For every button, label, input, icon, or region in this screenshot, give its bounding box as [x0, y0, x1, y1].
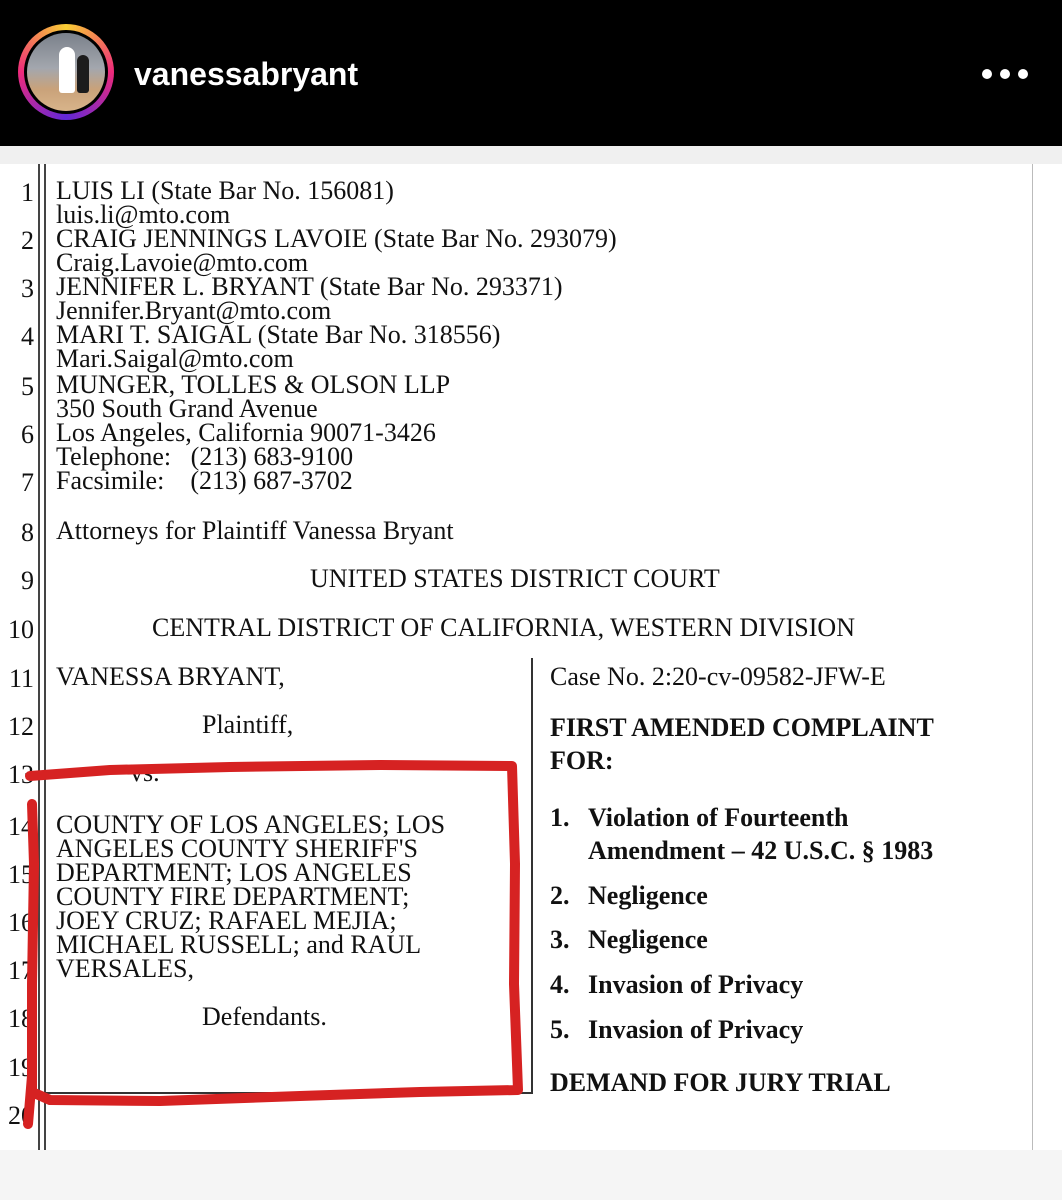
- line-number: 16: [8, 908, 34, 937]
- more-dot: [982, 69, 992, 79]
- attorney-line: Facsimile: (213) 687-3702: [56, 466, 353, 495]
- line-number: 11: [8, 664, 34, 693]
- defendant-line: JOEY CRUZ; RAFAEL MEJIA;: [56, 906, 397, 935]
- claim-number: 5.: [550, 1015, 570, 1044]
- line-number: 13: [8, 760, 34, 789]
- plaintiff-name: VANESSA BRYANT,: [56, 662, 285, 691]
- defendant-line: VERSALES,: [56, 954, 194, 983]
- plaintiff-label: Plaintiff,: [202, 710, 294, 739]
- attorney-line: MUNGER, TOLLES & OLSON LLP: [56, 370, 451, 399]
- line-number: 18: [8, 1004, 34, 1033]
- defendant-line: MICHAEL RUSSELL; and RAUL: [56, 930, 422, 959]
- image-top-margin: [0, 146, 1062, 164]
- attorney-line: 350 South Grand Avenue: [56, 394, 318, 423]
- line-number: 19: [8, 1053, 34, 1082]
- username-link[interactable]: vanessabryant: [134, 56, 359, 92]
- avatar-figure: [59, 47, 75, 93]
- caption-divider: [531, 658, 533, 1094]
- avatar-figure-2: [77, 55, 89, 93]
- line-number: 10: [8, 615, 34, 644]
- image-bottom-margin: [0, 1150, 1062, 1200]
- attorney-line: LUIS LI (State Bar No. 156081): [56, 176, 394, 205]
- margin-line: [38, 164, 40, 1150]
- avatar-photo: [27, 33, 105, 111]
- more-horizontal-icon[interactable]: [982, 66, 1028, 82]
- claim-number: 3.: [550, 925, 570, 954]
- defendant-line: COUNTY OF LOS ANGELES; LOS: [56, 810, 446, 839]
- margin-line: [44, 164, 46, 1150]
- avatar[interactable]: [18, 24, 114, 120]
- avatar-frame: [24, 30, 108, 114]
- attorney-line: CRAIG JENNINGS LAVOIE (State Bar No. 293079): [56, 224, 617, 253]
- line-number: 15: [8, 860, 34, 889]
- line-number: 6: [21, 420, 34, 449]
- claim-title: Negligence: [588, 925, 708, 954]
- attorney-line: Mari.Saigal@mto.com: [56, 344, 294, 373]
- defendant-line: ANGELES COUNTY SHERIFF'S: [56, 834, 418, 863]
- defendants-label: Defendants.: [202, 1002, 327, 1031]
- complaint-title-for: FOR:: [550, 746, 614, 775]
- line-number: 1: [21, 178, 34, 207]
- legal-document-image: [0, 164, 1062, 1150]
- line-number: 7: [21, 468, 34, 497]
- attorneys-for: Attorneys for Plaintiff Vanessa Bryant: [56, 516, 454, 545]
- case-number: Case No. 2:20-cv-09582-JFW-E: [550, 662, 886, 691]
- versus: vs.: [130, 758, 160, 787]
- claim-number: 2.: [550, 881, 570, 910]
- line-number: 3: [21, 274, 34, 303]
- defendant-line: DEPARTMENT; LOS ANGELES: [56, 858, 412, 887]
- attorney-line: Jennifer.Bryant@mto.com: [56, 296, 332, 325]
- more-dot: [1000, 69, 1010, 79]
- jury-demand: DEMAND FOR JURY TRIAL: [550, 1068, 891, 1097]
- defendant-line: COUNTY FIRE DEPARTMENT;: [56, 882, 410, 911]
- line-number: 17: [8, 956, 34, 985]
- claim-title: Violation of Fourteenth: [588, 803, 849, 832]
- line-number: 4: [21, 322, 34, 351]
- claim-title: Invasion of Privacy: [588, 1015, 804, 1044]
- line-number: 5: [21, 372, 34, 401]
- attorney-line: Los Angeles, California 90071-3426: [56, 418, 436, 447]
- attorney-line: Telephone: (213) 683-9100: [56, 442, 354, 471]
- claim-title-cont: Amendment – 42 U.S.C. § 1983: [588, 836, 934, 865]
- attorney-line: JENNIFER L. BRYANT (State Bar No. 293371): [56, 272, 563, 301]
- margin-line-right: [1032, 164, 1033, 1150]
- claim-number: 4.: [550, 970, 570, 999]
- line-number: 20: [8, 1101, 34, 1130]
- attorney-line: Craig.Lavoie@mto.com: [56, 248, 309, 277]
- line-number: 8: [21, 518, 34, 547]
- attorney-line: MARI T. SAIGAL (State Bar No. 318556): [56, 320, 501, 349]
- court-name: UNITED STATES DISTRICT COURT: [310, 564, 720, 593]
- claim-title: Negligence: [588, 881, 708, 910]
- claim-number: 1.: [550, 803, 570, 832]
- line-number: 9: [21, 566, 34, 595]
- caption-divider-bottom: [44, 1092, 532, 1094]
- attorney-line: luis.li@mto.com: [56, 200, 231, 229]
- district-name: CENTRAL DISTRICT OF CALIFORNIA, WESTERN DIVISION: [152, 613, 855, 642]
- more-dot: [1018, 69, 1028, 79]
- line-number: 12: [8, 712, 34, 741]
- line-number: 14: [8, 812, 34, 841]
- claim-title: Invasion of Privacy: [588, 970, 804, 999]
- line-number: 2: [21, 226, 34, 255]
- post-header: [0, 0, 1062, 146]
- complaint-title: FIRST AMENDED COMPLAINT: [550, 713, 934, 742]
